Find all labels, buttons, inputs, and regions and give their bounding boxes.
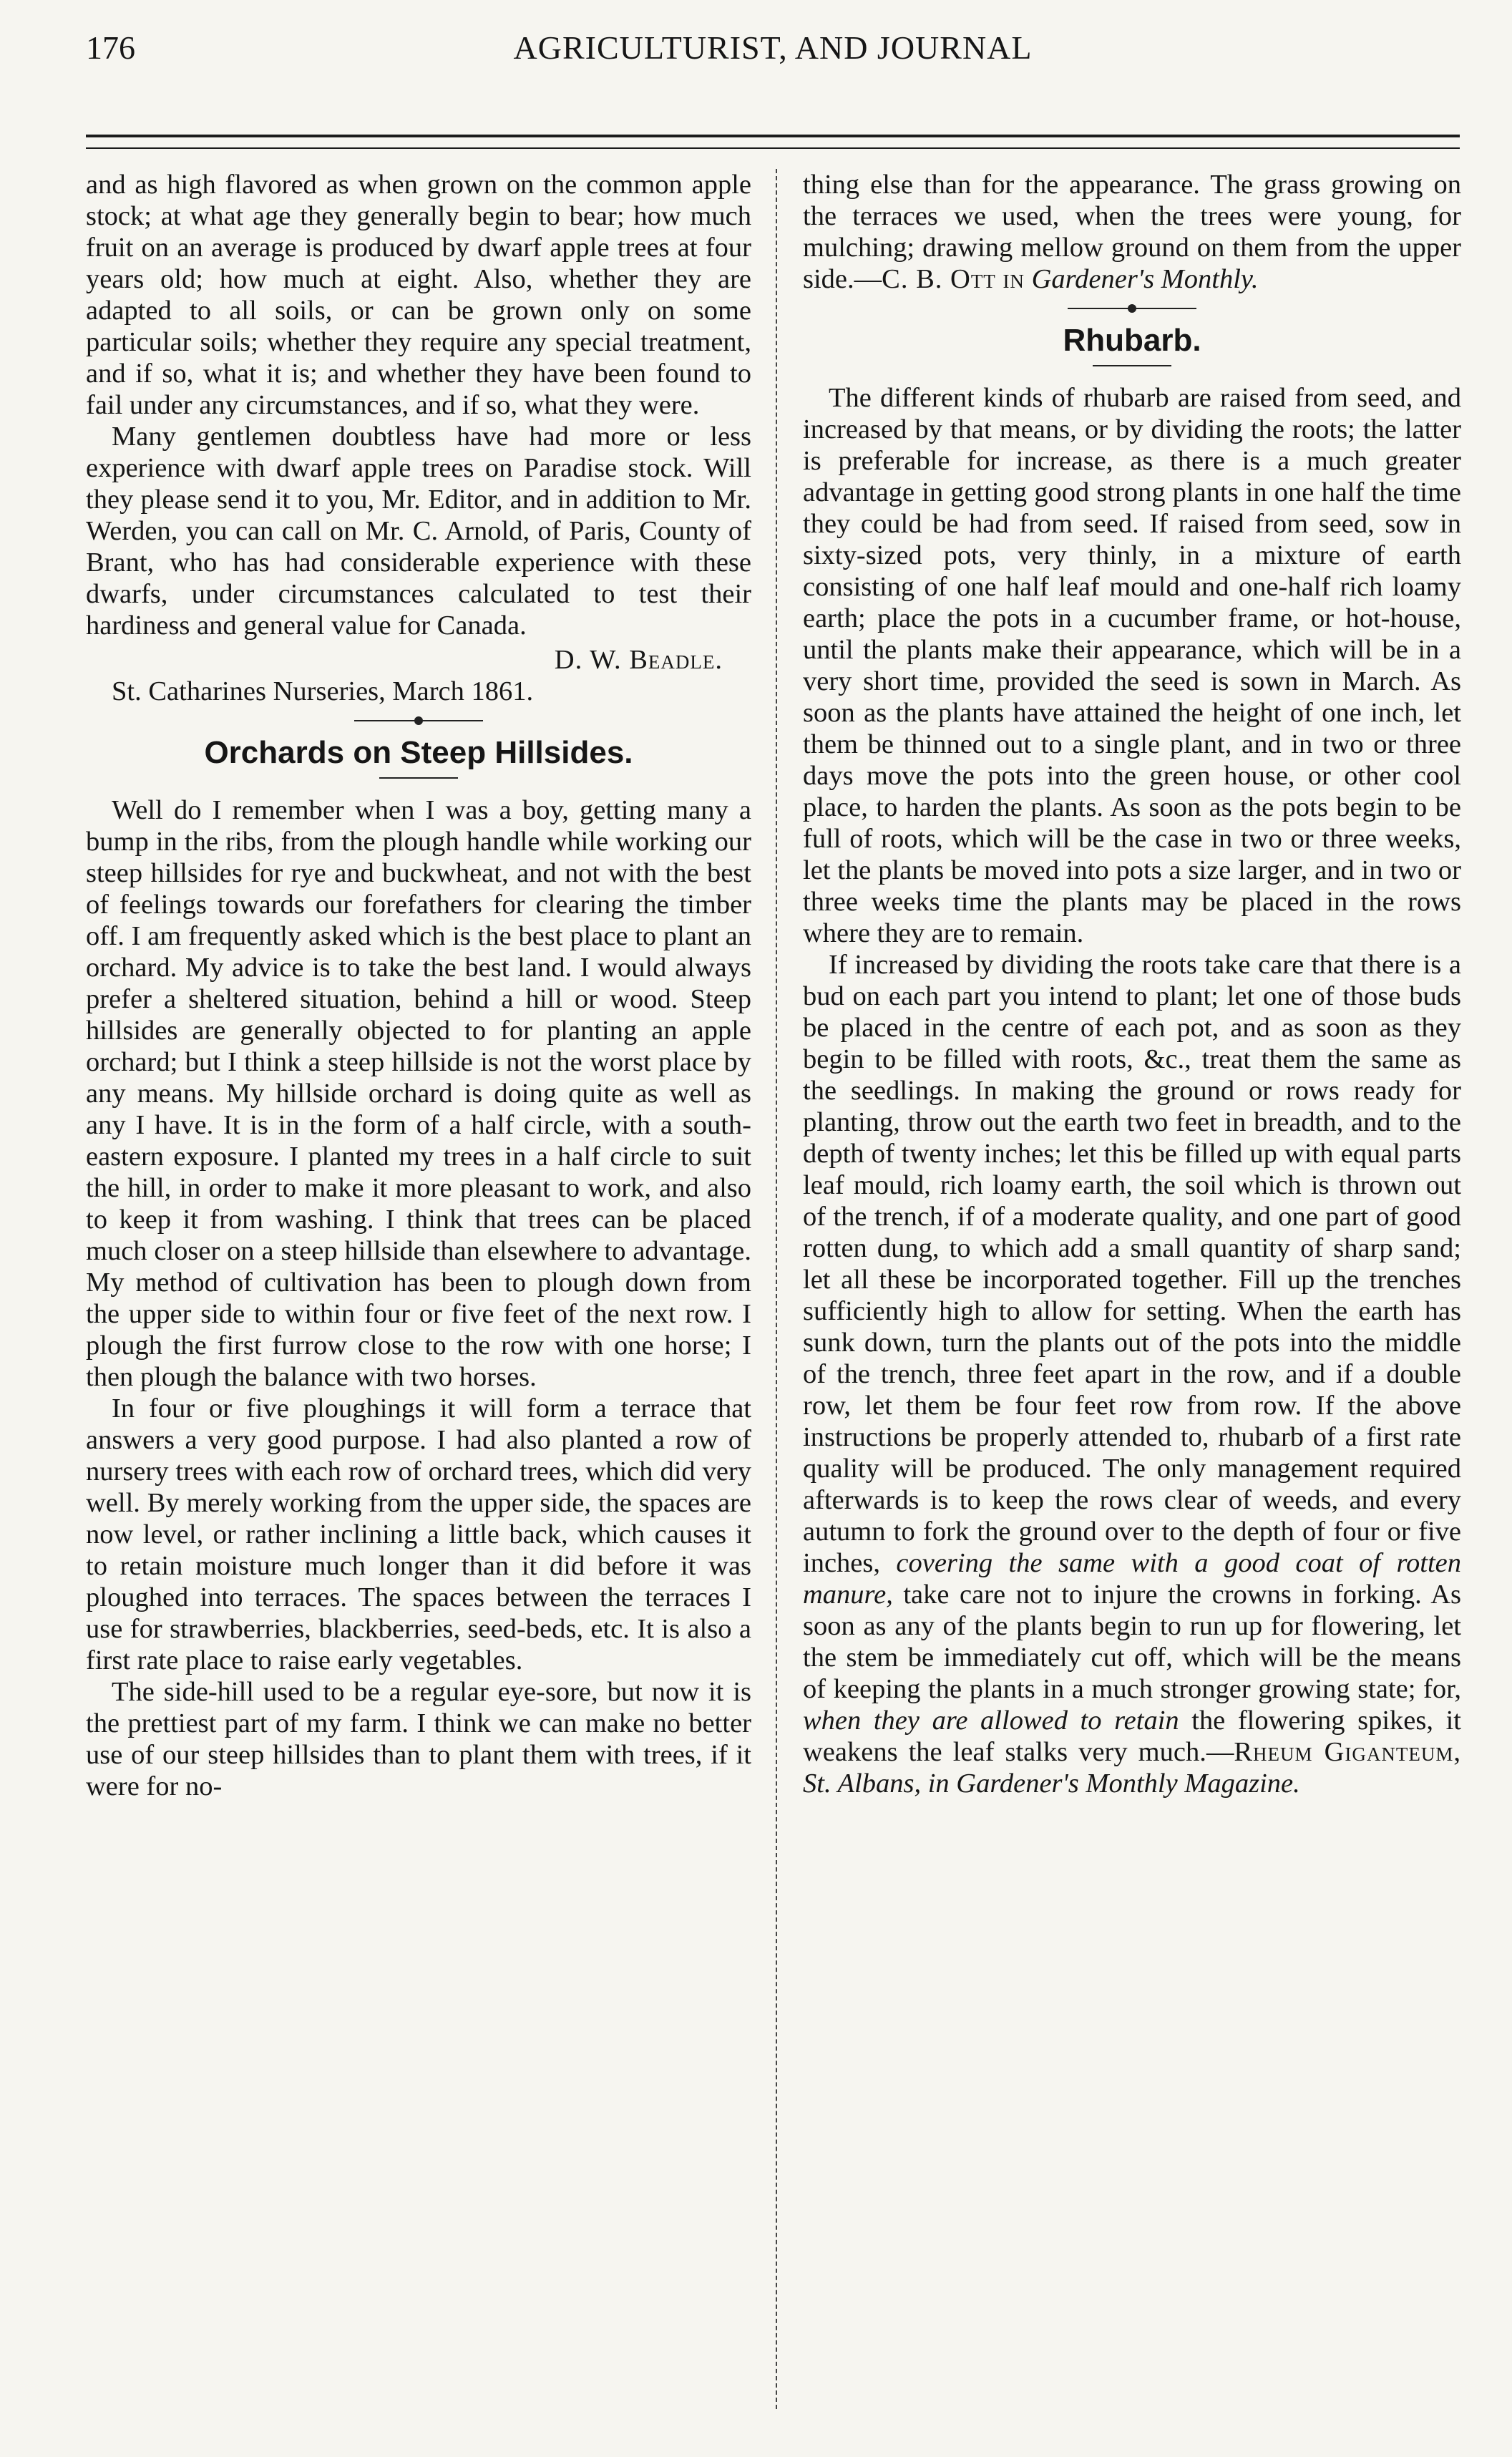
title-rule xyxy=(379,777,458,779)
page-number: 176 xyxy=(86,29,135,66)
paragraph: The side-hill used to be a regular eye-sore, but now it is the prettiest part of my farm. I think we can make no better use of our steep hillsides than to plant them with trees, if it were for no- xyxy=(86,1677,751,1801)
paragraph: The different kinds of rhubarb are raised from seed, and increased by that means, or by dividing the roots; the latter is preferable for increase, as there is a much greater advantage in getting good strong plants in one half the time they could be had from seed. If raised from seed, sow in sixty-sized pots, very thinly, in a mixture of earth consisting of one half leaf mould and one-half rich loamy earth; place the pots in a cucumber frame, or hot-house, until the plants make their appearance, which will be in a very short time, provided the seed is sown in March. As soon as the plants have attained the height of one inch, let them be thinned out to a single plant, and in two or three days move the pots into the green house, or other cool place, to harden the plants. As soon as the pots begin to be full of roots, which will be the case in two or three weeks, let the plants be moved into pots a size larger, and in two or three weeks time the plants may be placed in the rows where they are to remain. xyxy=(803,383,1461,948)
paragraph-text: the flowering spikes, it weakens the leaf stalks very much.— xyxy=(803,1706,1461,1767)
paragraph: Many gentlemen doubtless have had more or less experience with dwarf apple trees on Paradise stock. Will they please send it to you, Mr. Editor, and in addition to Mr. Werden, you can call on Mr. C. Arnold, of Paris, County of Brant, who has had considerable experience with these dwarfs, under circumstances calculated to test their hardiness and general value for Canada. xyxy=(86,422,751,641)
section-separator xyxy=(1068,301,1196,316)
paragraph-text: If increased by dividing the roots take care that there is a bud on each part you intend to plant; let one of those buds be placed in the centre of each pot, and as soon as they begin to be filled with roots, &c., treat them the same as the seedlings. In making the ground or rows ready for planting, throw out the earth two feet in breadth, and to the depth of twenty inches; let this be filled up with equal parts leaf mould, rich loamy earth, the soil which is thrown out of the trench, if of a moderate quality, and one part of good rotten dung, to which add a small quantity of sharp sand; let all these be incorporated together. Fill up the trenches sufficiently high to allow for setting. When the earth has sunk down, turn the plants out of the pots into the middle of the trench, three feet apart in the row, and if a double row, let them be four feet row from row. If the above instructions be properly attended to, rhubarb of a first rate quality will be produced. The only management required afterwards is to keep the rows clear of weeds, and every autumn to fork the ground over to the depth of four or five inches, xyxy=(803,950,1461,1578)
credit-source: St. Albans, in Gardener's Monthly Magazine. xyxy=(803,1768,1300,1799)
section-separator xyxy=(354,713,483,729)
article-title: Rhubarb. xyxy=(1063,323,1201,358)
paragraph: Well do I remember when I was a boy, getting many a bump in the ribs, from the plough handle while working our steep hillsides for rye and buckwheat, and not with the best of feelings towards our forefathers for clearing the timber off. I am frequently asked which is the best place to plant an orchard. My advice is to take the best land. I would always prefer a sheltered situation, behind a hill or wood. Steep hillsides are generally objected to for planting an apple orchard; but I think a steep hillside is not the worst place by any means. My hillside orchard is doing quite as well as any I have. It is in the form of a half circle, with a south-eastern exposure. I planted my trees in a half circle to suit the hill, in order to make it more pleasant to work, and also to keep it from washing. I think that trees can be placed much closer on a steep hillside than elsewhere to advantage. My method of cultivation has been to plough down from the upper side to within four or five feet of the next row. I plough the first furrow close to the row with one horse; I then plough the balance with two horses. xyxy=(86,795,751,1392)
page-header xyxy=(86,29,1460,93)
signature-name: D. W. Beadle. xyxy=(554,645,723,675)
paragraph: and as high flavored as when grown on the common apple stock; at what age they generally begin to bear; how much fruit on an average is produced by dwarf apple trees at four years old; how much at eight. Also, whether they are adapted to all soils, or can be grown only on some particular soils; whether they require any special treatment, and if so, what it is; and whether they have been found to fail under any circumstances, and if so, what they were. xyxy=(86,170,751,420)
paragraph-text: thing else than for the appearance. The grass growing on the terraces we used, when the trees were young, for mulching; drawing mellow ground on them from the upper side.— xyxy=(803,170,1461,294)
running-head: AGRICULTURIST, AND JOURNAL xyxy=(513,29,1033,66)
signature xyxy=(86,644,751,676)
paragraph xyxy=(803,169,1461,295)
column-divider xyxy=(776,169,777,2409)
credit-name: C. B. Ott xyxy=(882,264,996,294)
credit-name: Rheum Giganteum, xyxy=(1234,1737,1461,1767)
right-column xyxy=(803,169,1461,1799)
dateline: St. Catharines Nurseries, March 1861. xyxy=(112,676,534,706)
credit-source: Gardener's Monthly. xyxy=(1031,264,1259,294)
header-double-rule xyxy=(86,135,1460,149)
credit-in: in xyxy=(1003,264,1025,294)
left-column xyxy=(86,169,751,1802)
paragraph: In four or five ploughings it will form a terrace that answers a very good purpose. I had also planted a row of nursery trees with each row of orchard trees, which did very well. By merely working from the upper side, the spaces are now level, or rather inclining a little back, which causes it to retain moisture much longer than it did before it was ploughed into terraces. The spaces between the terraces I use for strawberries, blackberries, seed-beds, etc. It is also a first rate place to raise early vegetables. xyxy=(86,1393,751,1675)
paragraph xyxy=(803,949,1461,1799)
italic-text: when they are allowed to retain xyxy=(803,1706,1179,1736)
italic-text: covering the same with a good coat of rotten manure, xyxy=(803,1548,1461,1610)
article-title: Orchards on Steep Hillsides. xyxy=(204,735,633,770)
paragraph-text: take care not to injure the crowns in forking. As soon as any of the plants begin to run up for flowering, let the stem be immediately cut off, which will be the means of keeping the plants in a much stronger growing state; for, xyxy=(803,1580,1461,1704)
title-rule xyxy=(1093,365,1171,366)
